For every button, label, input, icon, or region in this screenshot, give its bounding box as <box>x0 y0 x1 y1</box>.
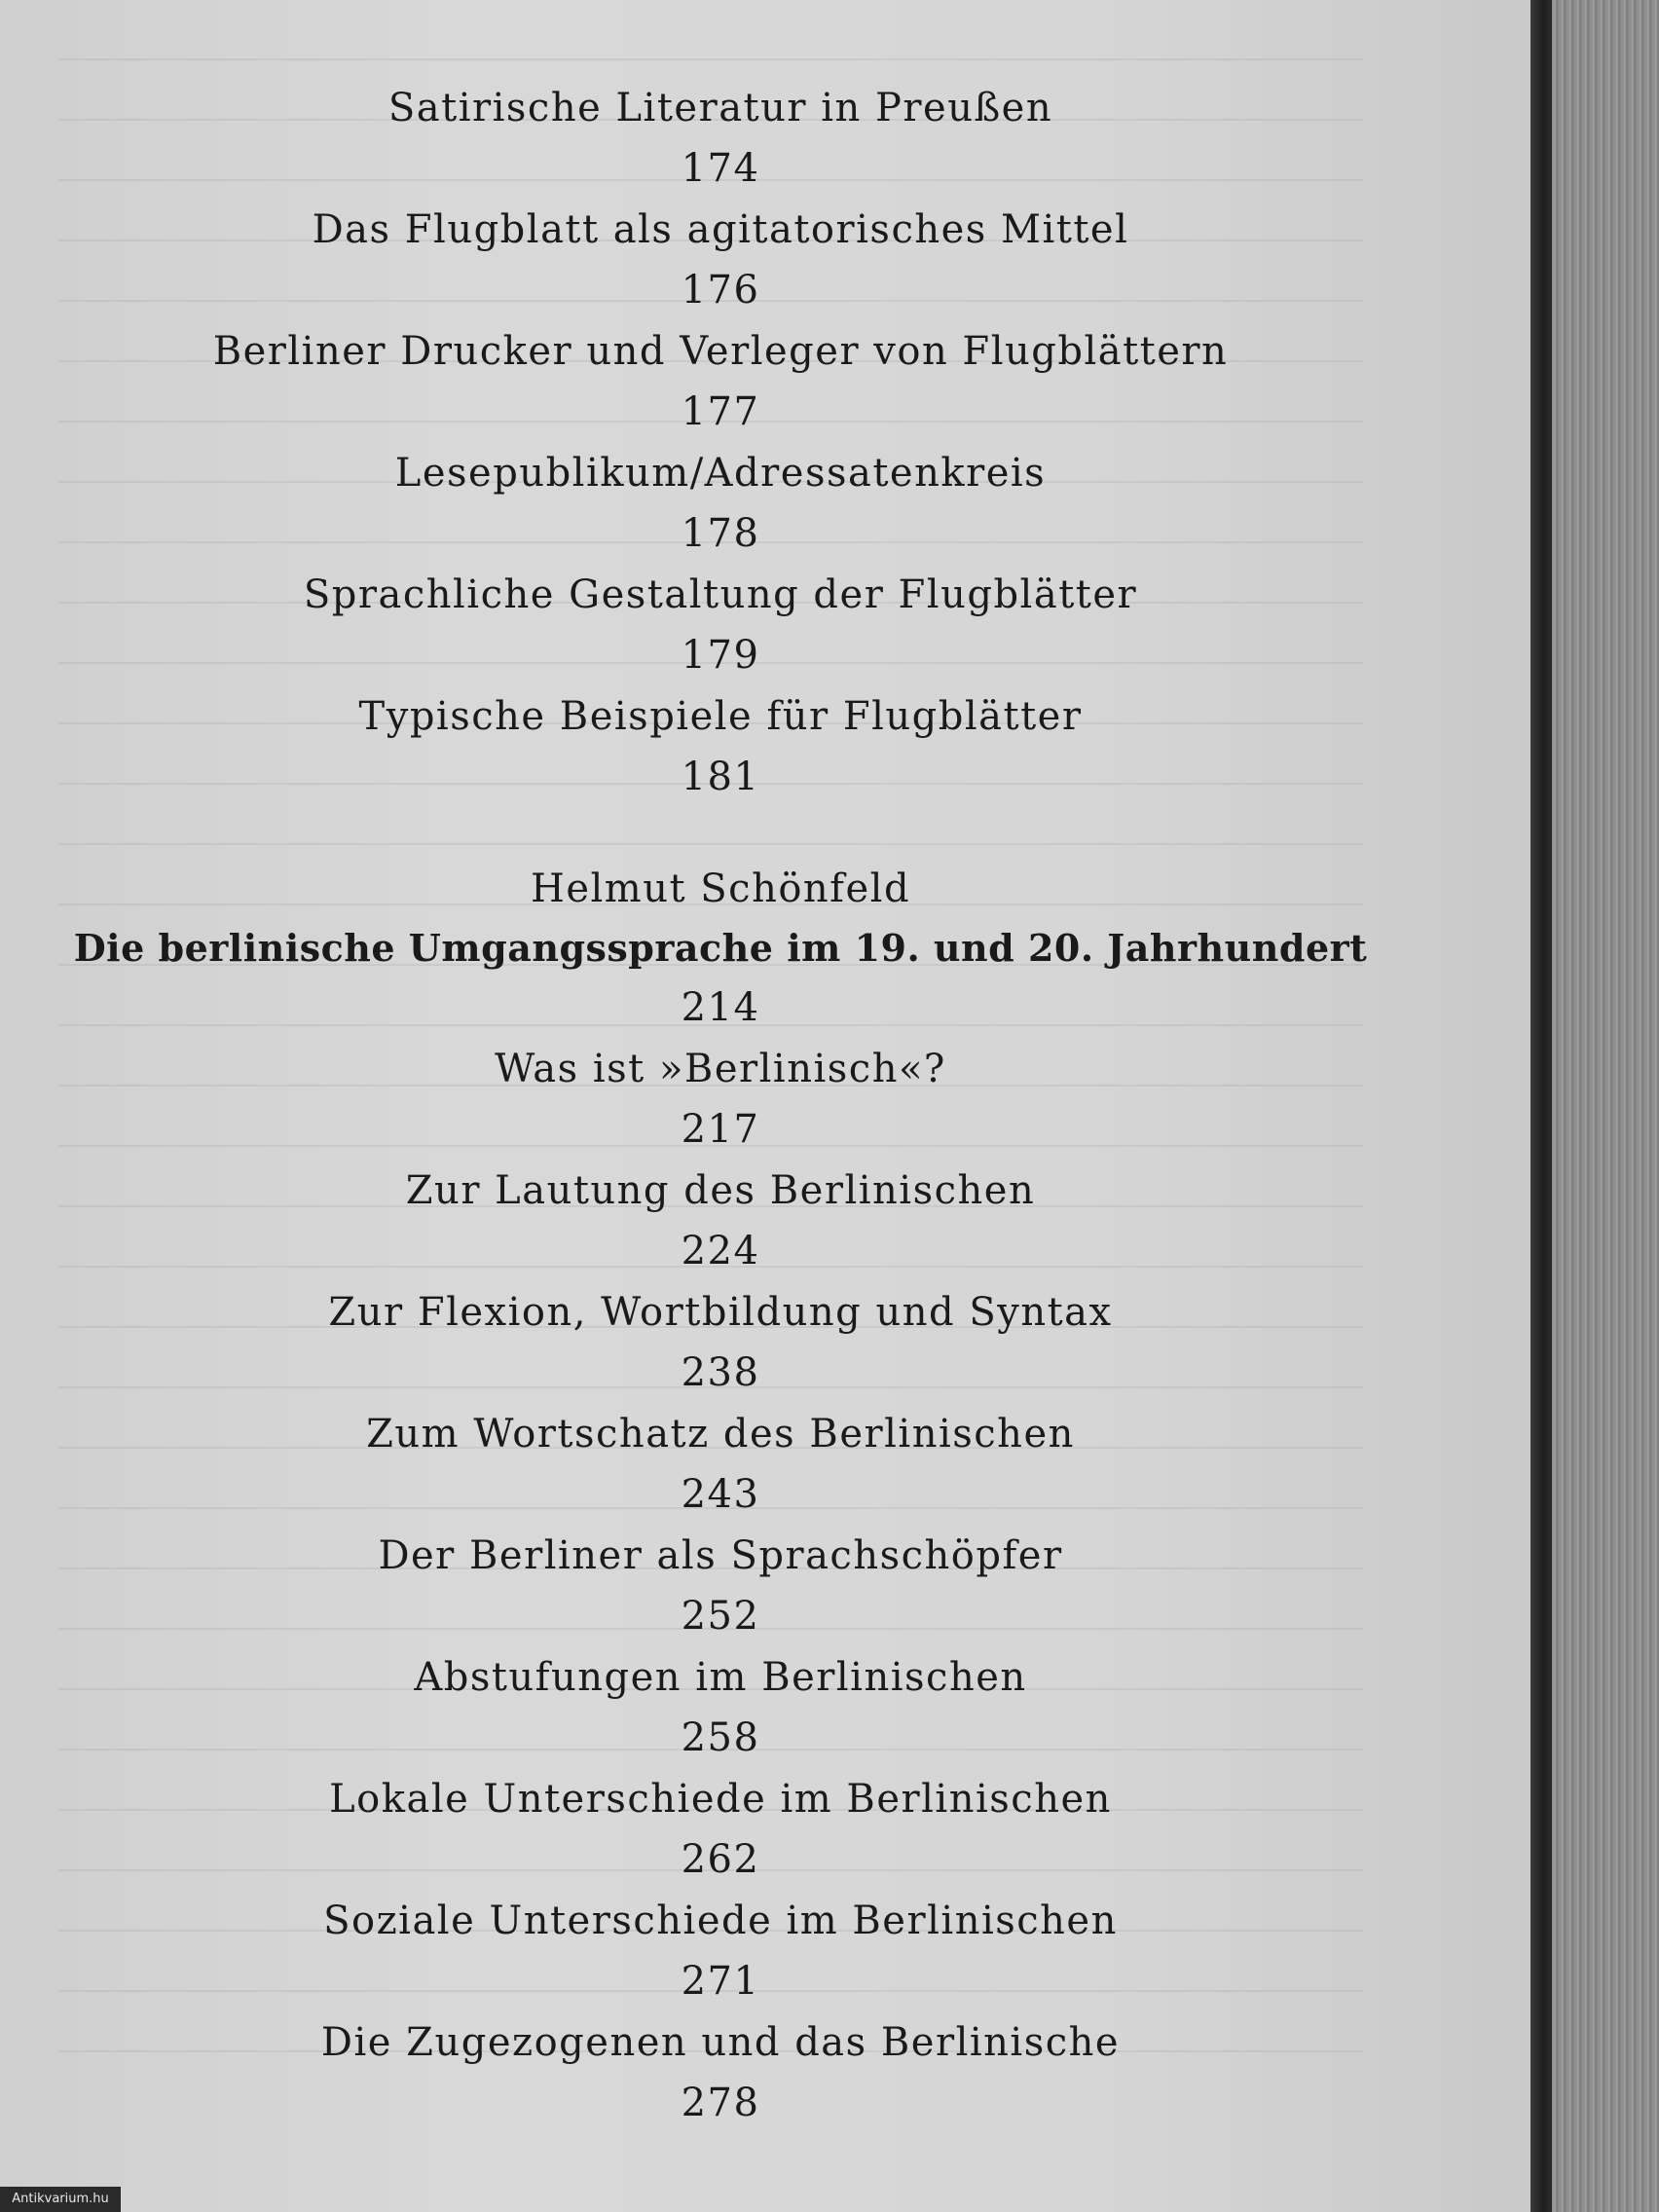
watermark-label: Antikvarium.hu <box>0 2187 121 2212</box>
page-edges <box>1552 0 1659 2212</box>
toc-entry <box>0 1891 1441 2012</box>
toc-entry-title: Abstufungen im Berlinischen <box>414 1655 1027 1700</box>
toc-entry-title: Was ist »Berlinisch«? <box>495 1047 946 1091</box>
toc-entry-title: Die Zugezogenen und das Berlinische <box>320 2020 1121 2065</box>
toc-entry-page: 181 <box>681 755 760 799</box>
toc-entry <box>0 78 1441 200</box>
toc-entry-page: 176 <box>681 268 760 313</box>
toc-entry-title: Soziale Unterschiede im Berlinischen <box>323 1899 1118 1943</box>
toc-entry-title: Typische Beispiele für Flugblätter <box>358 694 1083 739</box>
toc-entry <box>0 443 1441 565</box>
toc-entry-title: Zur Flexion, Wortbildung und Syntax <box>328 1290 1113 1335</box>
toc-entry-page: 174 <box>681 146 760 191</box>
toc-entry-page: 178 <box>681 511 760 556</box>
toc-entry-page: 217 <box>681 1107 760 1152</box>
toc-entry <box>0 1282 1441 1404</box>
toc-entry <box>0 1404 1441 1526</box>
toc-entry-page: 271 <box>681 1959 760 2004</box>
table-of-contents <box>0 78 1441 2134</box>
toc-entry-page: 177 <box>681 389 760 434</box>
toc-entry <box>0 2012 1441 2134</box>
toc-entry-title: Sprachliche Gestaltung der Flugblätter <box>303 572 1138 617</box>
toc-entry <box>0 1039 1441 1161</box>
toc-entry-title: Satirische Literatur in Preußen <box>387 86 1053 130</box>
toc-entry-page: 238 <box>681 1350 760 1395</box>
toc-entry-page: 179 <box>681 633 760 678</box>
toc-entry-title: Das Flugblatt als agitatorisches Mittel <box>312 207 1129 252</box>
toc-entry <box>0 686 1441 808</box>
toc-entry-title: Zur Lautung des Berlinischen <box>405 1168 1036 1213</box>
toc-entry-title: Lesepublikum/Adressatenkreis <box>394 451 1047 496</box>
toc-entry-page: 243 <box>681 1472 760 1517</box>
toc-entry <box>0 1161 1441 1282</box>
toc-entry-page: 278 <box>681 2081 760 2125</box>
section-page: 214 <box>681 985 760 1030</box>
toc-entry-page: 252 <box>681 1594 760 1639</box>
toc-entry-page: 262 <box>681 1837 760 1882</box>
section-title: Die berlinische Umgangssprache im 19. und 20. Jahrhundert <box>73 926 1368 970</box>
toc-entry <box>0 321 1441 443</box>
section-author: Helmut Schönfeld <box>530 866 911 911</box>
book-spine <box>1530 0 1552 2212</box>
toc-entry-title: Zum Wortschatz des Berlinischen <box>366 1412 1075 1456</box>
toc-section <box>0 859 1441 1039</box>
toc-entry <box>0 1647 1441 1769</box>
toc-entry-page: 224 <box>681 1229 760 1273</box>
toc-entry-title: Berliner Drucker und Verleger von Flugblättern <box>212 329 1229 374</box>
toc-entry <box>0 1769 1441 1891</box>
toc-entry-page: 258 <box>681 1715 760 1760</box>
toc-entry <box>0 1526 1441 1647</box>
toc-entry <box>0 200 1441 321</box>
toc-entry <box>0 565 1441 686</box>
toc-entry-title: Der Berliner als Sprachschöpfer <box>378 1533 1063 1578</box>
toc-entry-title: Lokale Unterschiede im Berlinischen <box>329 1777 1112 1822</box>
